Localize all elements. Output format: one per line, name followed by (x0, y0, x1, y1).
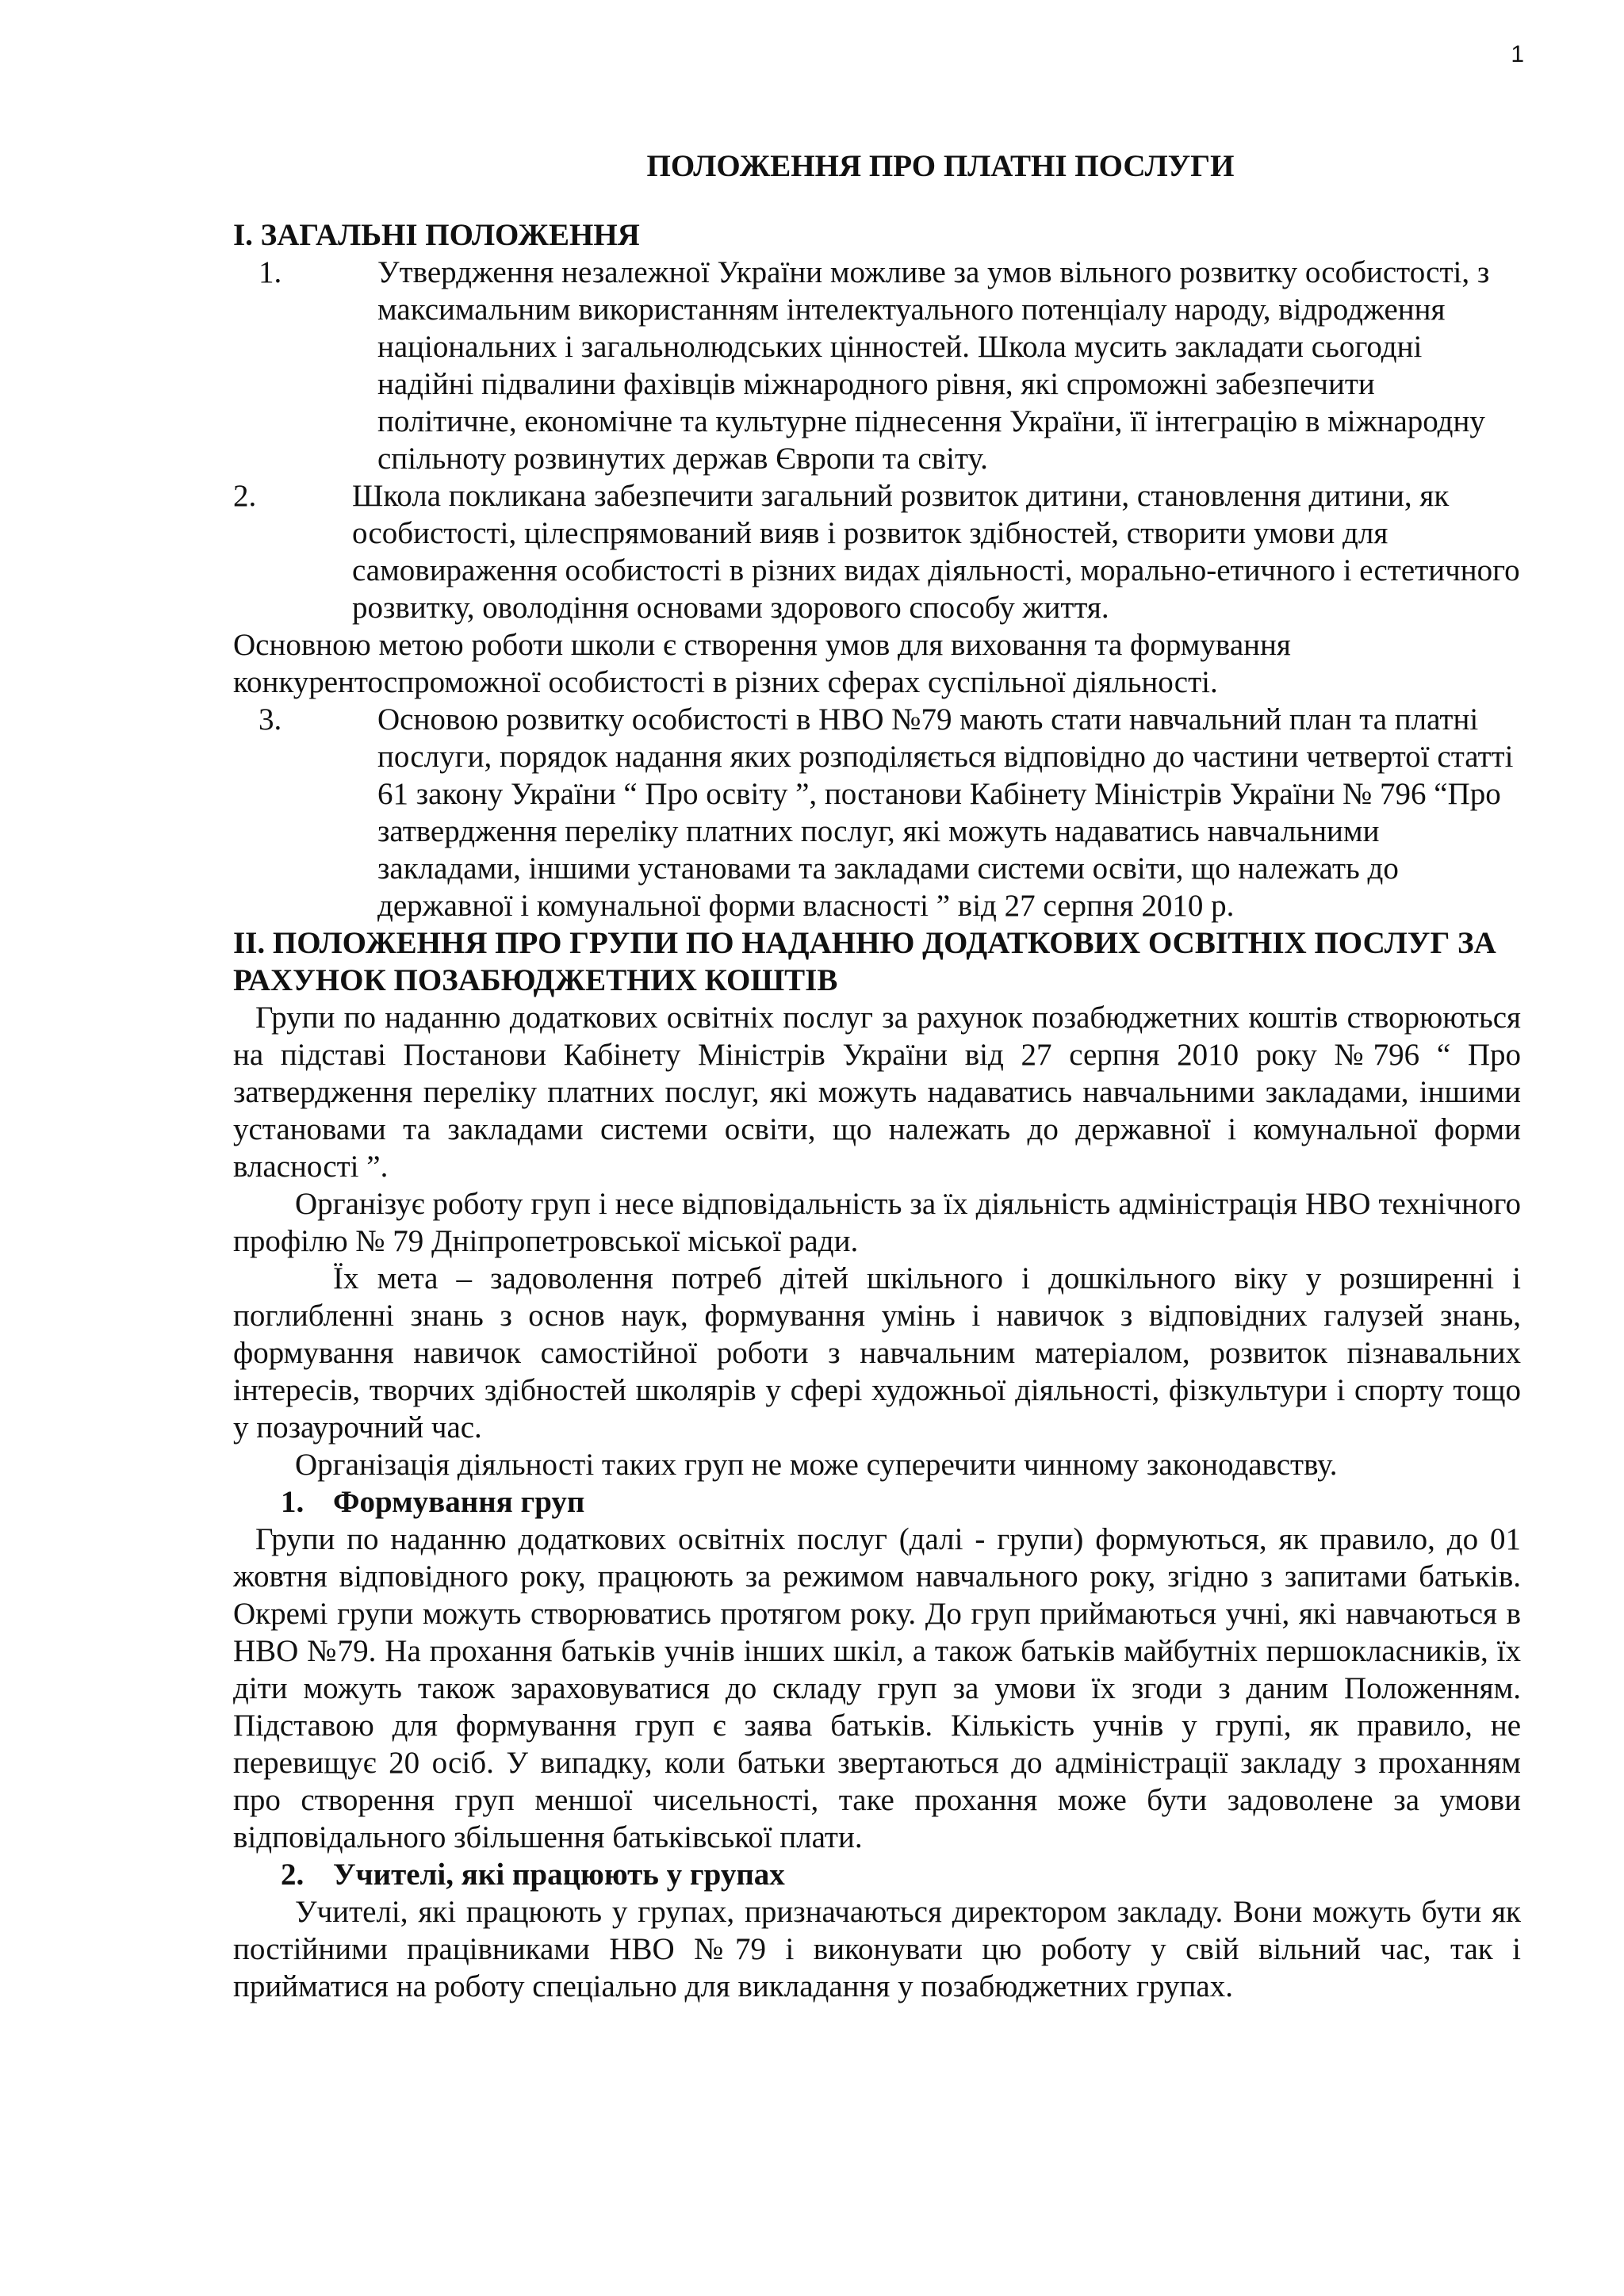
subsection-2-text: Учителі, які працюють у групах, призначаються директором закладу. Вони можуть бути як постійними працівниками НВО №79 і виконувати цю роботу у свій вільний час, так і прийматися на роботу спеціально для викладання у позабюджетних групах. (233, 1895, 1521, 2003)
section2-heading: ІІ. ПОЛОЖЕННЯ ПРО ГРУПИ ПО НАДАННЮ ДОДАТКОВИХ ОСВІТНІХ ПОСЛУГ ЗА РАХУНОК ПОЗАБЮДЖЕТНИХ КОШТІВ (233, 926, 1496, 997)
item-text: Основою розвитку особистості в НВО №79 мають стати навчальний план та платні послуги, порядок надання яких розподіляється відповідно до частини четвертої статті 61 закону України “ Про освіту ”, постанови Кабінету Міністрів України № 796 “Про затвердження переліку платних послуг, які можуть надаватись навчальними закладами, іншими установами та закладами системи освіти, що належать до державної і комунальної форми власності ” від 27 серпня 2010 р. (377, 702, 1514, 923)
subsection-1-heading (233, 1483, 1521, 1521)
document-title: ПОЛОЖЕННЯ ПРО ПЛАТНІ ПОСЛУГИ (646, 149, 1235, 183)
section2-paragraph-3: Їх мета – задоволення потреб дітей шкільного і дошкільного віку у розширенні і поглибленні знань з основ наук, формування умінь і навичок з відповідних галузей знань, формування навичок самостійної роботи з навчальним матеріалом, розвиток пізнавальних інтересів, творчих здібностей школярів у сфері художньої діяльності, фізкультури і спорту тощо у позаурочний час. (233, 1261, 1521, 1445)
subsection-number: 2. (281, 1858, 304, 1892)
page-number: 1 (1511, 41, 1524, 67)
item-text: Утвердження незалежної України можливе за умов вільного розвитку особистості, з максимальним використанням інтелектуального потенціалу народу, відродження національних і загальнолюдських цінностей. Школа мусить закладати сьогодні надійні підвалини фахівців міжнародного рівня, які спроможні забезпечити політичне, економічне та культурне піднесення України, її інтеграцію в міжнародну спільноту розвинутих держав Європи та світу. (377, 255, 1490, 476)
section1-item-1 (233, 254, 1521, 477)
section1-item-2 (233, 477, 1521, 626)
section1-item-3 (233, 701, 1521, 924)
section2-paragraph-4: Організація діяльності таких груп не може суперечити чинному законодавству. (295, 1448, 1338, 1482)
item-number: 3. (259, 702, 282, 737)
item-text: Школа покликана забезпечити загальний розвиток дитини, становлення дитини, як особистості, цілеспрямований вияв і розвиток здібностей, створити умови для самовираження особистості в різних видах діяльності, морально-етичного і естетичного розвитку, оволодіння основами здорового способу життя. (352, 479, 1520, 625)
section2-paragraph-2: Організує роботу груп і несе відповідальність за їх діяльність адміністрація НВО технічного профілю № 79 Дніпропетровської міської ради. (233, 1187, 1521, 1258)
subsection-title: Учителі, які працюють у групах (333, 1858, 785, 1892)
subsection-1-text: Групи по наданню додаткових освітніх послуг (далі - групи) формуються, як правило, до 01 жовтня відповідного року, працюють за режимом навчального року, згідно з запитами батьків. Окремі групи можуть створюватись протягом року. До груп приймаються учні, які навчаються в НВО №79. На прохання батьків учнів інших шкіл, а також батьків майбутніх першокласників, їх діти можуть також зараховуватися до складу груп за умови їх згоди з даним Положенням. Підставою для формування груп є заява батьків. Кількість учнів у групі, як правило, не перевищує 20 осіб. У випадку, коли батьки звертаються до адміністрації закладу з проханням про створення груп меншої чисельності, таке прохання може бути задоволене за умови відповідального збільшення батьківської плати. (233, 1522, 1521, 1854)
item-number: 2. (233, 479, 257, 513)
document-body (233, 147, 1521, 2005)
goal-paragraph: Основною метою роботи школи є створення умов для виховання та формування конкурентоспроможної особистості в різних сферах суспільної діяльності. (233, 628, 1291, 699)
subsection-number: 1. (281, 1485, 304, 1519)
item-number: 1. (259, 255, 282, 289)
subsection-title: Формування груп (333, 1485, 585, 1519)
section1-heading: І. ЗАГАЛЬНІ ПОЛОЖЕННЯ (233, 218, 640, 252)
subsection-2-heading (233, 1856, 1521, 1893)
section2-paragraph-1: Групи по наданню додаткових освітніх послуг за рахунок позабюджетних коштів створюються на підставі Постанови Кабінету Міністрів України від 27 серпня 2010 року №796 “ Про затвердження переліку платних послуг, які можуть надаватись навчальними закладами, іншими установами та закладами системи освіти, що належать до державної і комунальної форми власності ”. (233, 1001, 1521, 1184)
